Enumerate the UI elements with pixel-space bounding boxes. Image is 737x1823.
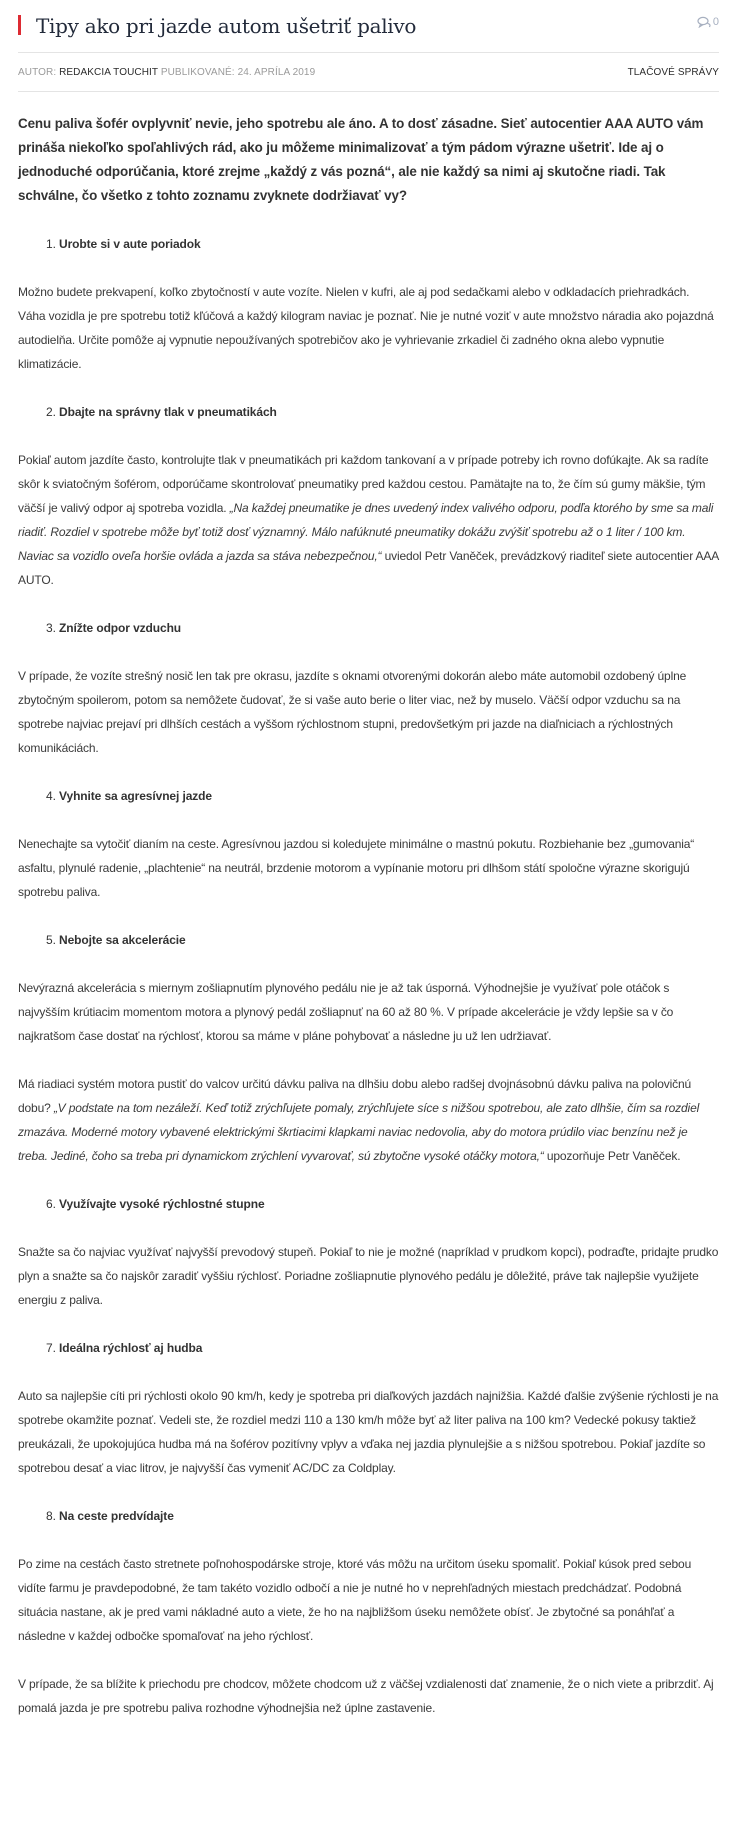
paragraph-text: Má riadiaci systém motora pustiť do valcov určitú dávku paliva na dlhšiu dobu alebo radšej dvojnásobnú dávku paliva na polovičnú dobu?	[18, 1077, 692, 1115]
category-link[interactable]: TLAČOVÉ SPRÁVY	[627, 66, 719, 78]
byline	[18, 67, 315, 78]
comment-icon	[697, 16, 711, 28]
paragraph: Po zime na cestách často stretnete poľnohospodárske stroje, ktoré vás môžu na určitom úseku spomaliť. Pokiaľ kúsok pred sebou vidíte farmu je pravdepodobné, že tam takéto vozidlo odbočí a nie je nutné ho v neprehľadných miestach predchádzať. Podobná situácia nastane, ak je pred vami nákladné auto a viete, že ho na najbližšom úseku nemôžete obísť. Je zbytočné sa ponáhľať a následne v každej odbočke spomaľovať na jeho rýchlosť.	[18, 1557, 692, 1643]
published-label: PUBLIKOVANÉ:	[160, 66, 235, 78]
section-number: 5.	[46, 933, 56, 947]
section-heading	[18, 928, 719, 952]
paragraph: V prípade, že sa blížite k priechodu pre chodcov, môžete chodcom už z väčšej vzdialenosti dať znamenie, že o nich viete a pribrzdiť. Aj pomalá jazda je pre spotrebu paliva rozhodne výhodnejšia než úplne zastavenie.	[18, 1677, 714, 1715]
author-label: AUTOR:	[18, 66, 57, 78]
paragraph-text: Pokiaľ autom jazdíte často, kontrolujte tlak v pneumatikách pri každom tankovaní a v prípade potreby ich rovno dofúkajte. Ak sa radíte skôr k sviatočným šoférom, odporúčame skontrolovať pneumatiky pred každou cestou. Pamätajte na to, že čím sú gumy mäkšie, tým väčší je valivý odpor aj spotreba vozidla.	[18, 453, 709, 515]
paragraph-text: upozorňuje Petr Vaněček.	[543, 1149, 681, 1163]
section-heading	[18, 1336, 719, 1360]
section-number: 8.	[46, 1509, 56, 1523]
section-heading	[18, 616, 719, 640]
paragraph-text: uviedol Petr Vaněček, prevádzkový riaditeľ siete autocentier AAA AUTO.	[18, 549, 719, 587]
paragraph: V prípade, že vozíte strešný nosič len tak pre okrasu, jazdíte s oknami otvorenými dokorán alebo máte automobil ozdobený úplne zbytočným spoilerom, potom sa nemôžete čudovať, že si vaše auto berie o liter viac, než by muselo. Väčší odpor vzduchu sa na spotrebe najviac prejaví pri dlhších cestách a vyššom rýchlostnom stupni, predovšetkým pri jazde na diaľniciach a rýchlostných komunikáciách.	[18, 669, 687, 755]
paragraph: Možno budete prekvapení, koľko zbytočností v aute vozíte. Nielen v kufri, ale aj pod sedačkami alebo v odkladacích priehradkách. Váha vozidla je pre spotrebu totiž kľúčová a každý kilogram naviac je poznať. Nie je nutné voziť v aute množstvo náradia ako pojazdná autodielňa. Určite pomôže aj vypnutie nepoužívaných spotrebičov ako je vyhrievanie zrkadiel či zadného okna alebo vypnutie klimatizácie.	[18, 285, 714, 371]
title-accent-bar	[18, 15, 21, 35]
comment-count: 0	[712, 16, 719, 28]
section-heading	[18, 232, 719, 256]
quote-text: „Na každej pneumatike je dnes uvedený index valivého odporu, podľa ktorého by sme sa mali riadiť. Rozdiel v spotrebe môže byť totiž dosť významný. Málo nafúknuté pneumatiky dokážu zvýšiť spotrebu až o 1 liter / 100 km. Naviac sa vozidlo oveľa horšie ovláda a jazda sa stáva nebezpečnou,“	[18, 501, 714, 563]
author-link[interactable]: REDAKCIA TOUCHIT	[59, 66, 158, 78]
article-meta	[18, 52, 719, 92]
section-heading	[18, 784, 719, 808]
section-number: 1.	[46, 237, 56, 251]
section-number: 6.	[46, 1197, 56, 1211]
section-number: 4.	[46, 789, 56, 803]
section-heading	[18, 1504, 719, 1528]
article-lead: Cenu paliva šofér ovplyvniť nevie, jeho spotrebu ale áno. A to dosť zásadne. Sieť autocentier AAA AUTO vám prináša niekoľko spoľahlivých rád, ako ju môžeme minimalizovať a tým pádom výrazne ušetriť. Ide aj o jednoduché odporúčania, ktoré zrejme „každý z vás pozná“, ale nie každý sa nimi aj skutočne riadi. Tak schválne, čo všetko z tohto zoznamu zvyknete dodržiavať vy?	[18, 116, 704, 203]
paragraph	[18, 448, 719, 592]
section-title: Na ceste predvídajte	[59, 1509, 174, 1523]
section-number: 3.	[46, 621, 56, 635]
section-title: Nebojte sa akcelerácie	[59, 933, 186, 947]
quote-text: „V podstate na tom nezáleží. Keď totiž zrýchľujete pomaly, zrýchľujete síce s nižšou spotrebou, ale zato dlhšie, čím sa rozdiel zmazáva. Moderné motory vybavené elektrickými škrtiacimi klapkami naviac nedovolia, aby do motora prúdilo viac benzínu než je treba. Jediné, čoho sa treba pri dynamickom zrýchlení vyvarovať, sú zbytočne vysoké otáčky motora,“	[18, 1101, 700, 1163]
section-title: Vyhnite sa agresívnej jazde	[59, 789, 212, 803]
article-header	[18, 0, 719, 52]
section-heading	[18, 1192, 719, 1216]
section-number: 7.	[46, 1341, 56, 1355]
section-number: 2.	[46, 405, 56, 419]
section-heading	[18, 400, 719, 424]
section-title: Využívajte vysoké rýchlostné stupne	[59, 1197, 265, 1211]
section-title: Znížte odpor vzduchu	[59, 621, 182, 635]
paragraph: Snažte sa čo najviac využívať najvyšší prevodový stupeň. Pokiaľ to nie je možné (napríklad v prudkom kopci), podraďte, pridajte prudko plyn a snažte sa čo najskôr zaradiť vyššiu rýchlosť. Poriadne zošliapnutie plynového pedálu je dôležité, práve tak najlepšie využijete energiu z paliva.	[18, 1245, 719, 1307]
section-title: Ideálna rýchlosť aj hudba	[59, 1341, 203, 1355]
article-title: Tipy ako pri jazde autom ušetriť palivo	[36, 14, 417, 38]
comments-link[interactable]	[697, 16, 719, 28]
published-date: 24. APRÍLA 2019	[237, 66, 316, 78]
paragraph: Nenechajte sa vytočiť dianím na ceste. Agresívnou jazdou si koledujete minimálne o mastnú pokutu. Rozbiehanie bez „gumovania“ asfaltu, plynulé radenie, „plachtenie“ na neutrál, brzdenie motorom a vypínanie motoru pri dlhšom státí spoločne výrazne skorigujú spotrebu paliva.	[18, 837, 695, 899]
paragraph	[18, 1072, 719, 1168]
section-title: Dbajte na správny tlak v pneumatikách	[59, 405, 277, 419]
paragraph: Auto sa najlepšie cíti pri rýchlosti okolo 90 km/h, kedy je spotreba pri diaľkových jazdách najnižšia. Každé ďalšie zvýšenie rýchlosti je na spotrebe okamžite poznať. Vedeli ste, že rozdiel medzi 110 a 130 km/h môže byť až liter paliva na 100 km? Vedecké pokusy taktiež preukázali, že upokojujúca hudba má na šoférov pozitívny vplyv a vďaka nej jazdia plynulejšie a s nižšou spotrebou. Pokiaľ jazdíte so spotrebou desať a viac litrov, je najvyšší čas vymeniť AC/DC za Coldplay.	[18, 1389, 719, 1475]
paragraph: Nevýrazná akcelerácia s miernym zošliapnutím plynového pedálu nie je až tak úsporná. Výhodnejšie je využívať pole otáčok s najvyšším krútiacim momentom motora a plynový pedál zošliapnuť na 60 až 80 %. V prípade akcelerácie je vždy lepšie sa v čo najkratšom čase dostať na rýchlosť, ktorou sa máme v pláne pohybovať a následne ju už len udržiavať.	[18, 981, 674, 1043]
section-title: Urobte si v aute poriadok	[59, 237, 201, 251]
